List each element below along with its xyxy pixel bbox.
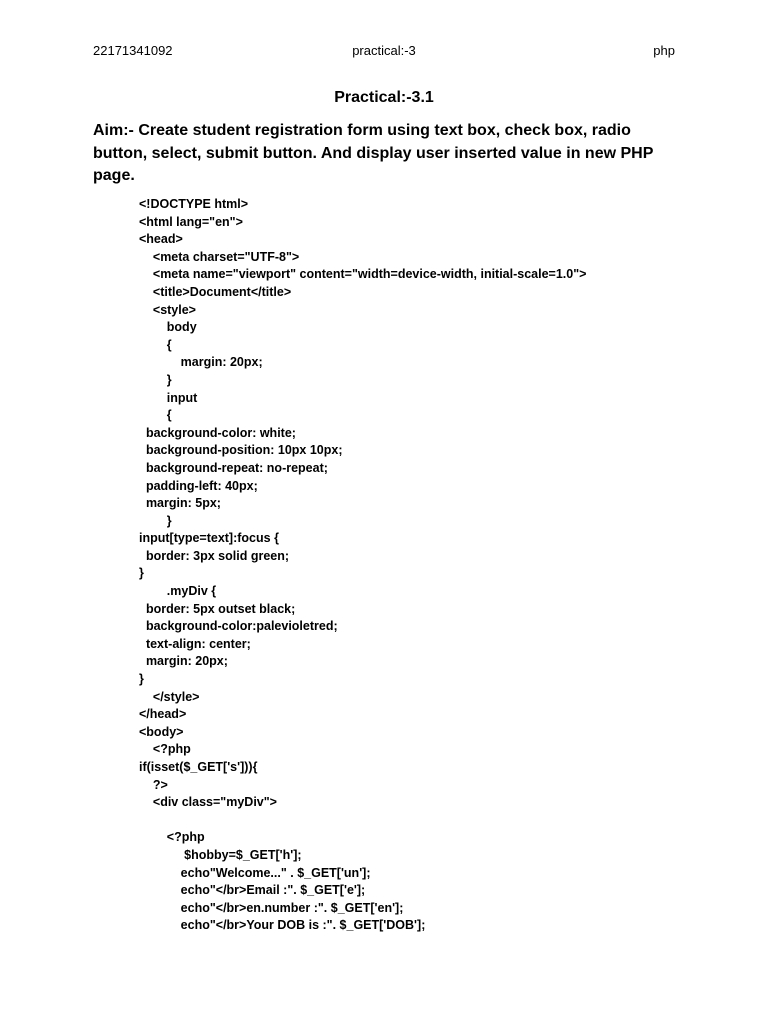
header-practical-label: practical:-3: [352, 43, 416, 58]
code-line: $hobby=$_GET['h'];: [139, 847, 302, 862]
code-line: margin: 20px;: [139, 654, 228, 669]
code-line: }: [139, 566, 144, 581]
header-subject: php: [653, 43, 675, 58]
code-line: echo"Welcome..." . $_GET['un'];: [139, 865, 371, 880]
code-line: <meta charset="UTF-8">: [139, 249, 300, 264]
code-line: border: 3px solid green;: [139, 548, 290, 563]
code-line: input: [139, 390, 198, 405]
code-line: <body>: [139, 724, 184, 739]
code-line: {: [139, 408, 172, 423]
code-line: margin: 20px;: [139, 355, 263, 370]
code-line: <?php: [139, 830, 205, 845]
code-line: echo"</br>Email :". $_GET['e'];: [139, 883, 366, 898]
code-line: input[type=text]:focus {: [139, 531, 279, 546]
code-line: </head>: [139, 707, 187, 722]
code-line: .myDiv {: [139, 584, 217, 599]
code-line: background-color: white;: [139, 425, 296, 440]
code-line: padding-left: 40px;: [139, 478, 258, 493]
code-line: [139, 812, 739, 830]
code-line: }: [139, 513, 172, 528]
code-line: ?>: [139, 777, 168, 792]
code-line: <meta name="viewport" content="width=device-width, initial-scale=1.0">: [139, 267, 587, 282]
code-line: echo"</br>Your DOB is :". $_GET['DOB'];: [139, 918, 426, 933]
code-line: <div class="myDiv">: [139, 795, 277, 810]
aim-paragraph: Aim:- Create student registration form using text box, check box, radio button, select, submit button. And display user inserted value in new PHP page.: [93, 122, 654, 184]
code-line: margin: 5px;: [139, 496, 221, 511]
code-line: {: [139, 337, 172, 352]
code-line: body: [139, 320, 197, 335]
code-line: <head>: [139, 232, 183, 247]
code-line: echo"</br>en.number :". $_GET['en'];: [139, 900, 404, 915]
code-line: </style>: [139, 689, 200, 704]
code-listing: [139, 196, 739, 935]
code-line: background-color:palevioletred;: [139, 619, 338, 634]
code-line: border: 5px outset black;: [139, 601, 296, 616]
practical-title: Practical:-3.1: [334, 89, 434, 106]
code-line: <!DOCTYPE html>: [139, 197, 249, 211]
code-line: <title>Document</title>: [139, 284, 292, 299]
code-line: <style>: [139, 302, 196, 317]
code-line: }: [139, 672, 144, 687]
code-line: <?php: [139, 742, 191, 757]
header-enrollment-number: 22171341092: [93, 43, 173, 58]
code-line: <html lang="en">: [139, 214, 243, 229]
code-line: background-repeat: no-repeat;: [139, 460, 328, 475]
code-line: background-position: 10px 10px;: [139, 443, 343, 458]
code-line: text-align: center;: [139, 636, 251, 651]
code-line: }: [139, 372, 172, 387]
code-line: if(isset($_GET['s'])){: [139, 760, 258, 774]
